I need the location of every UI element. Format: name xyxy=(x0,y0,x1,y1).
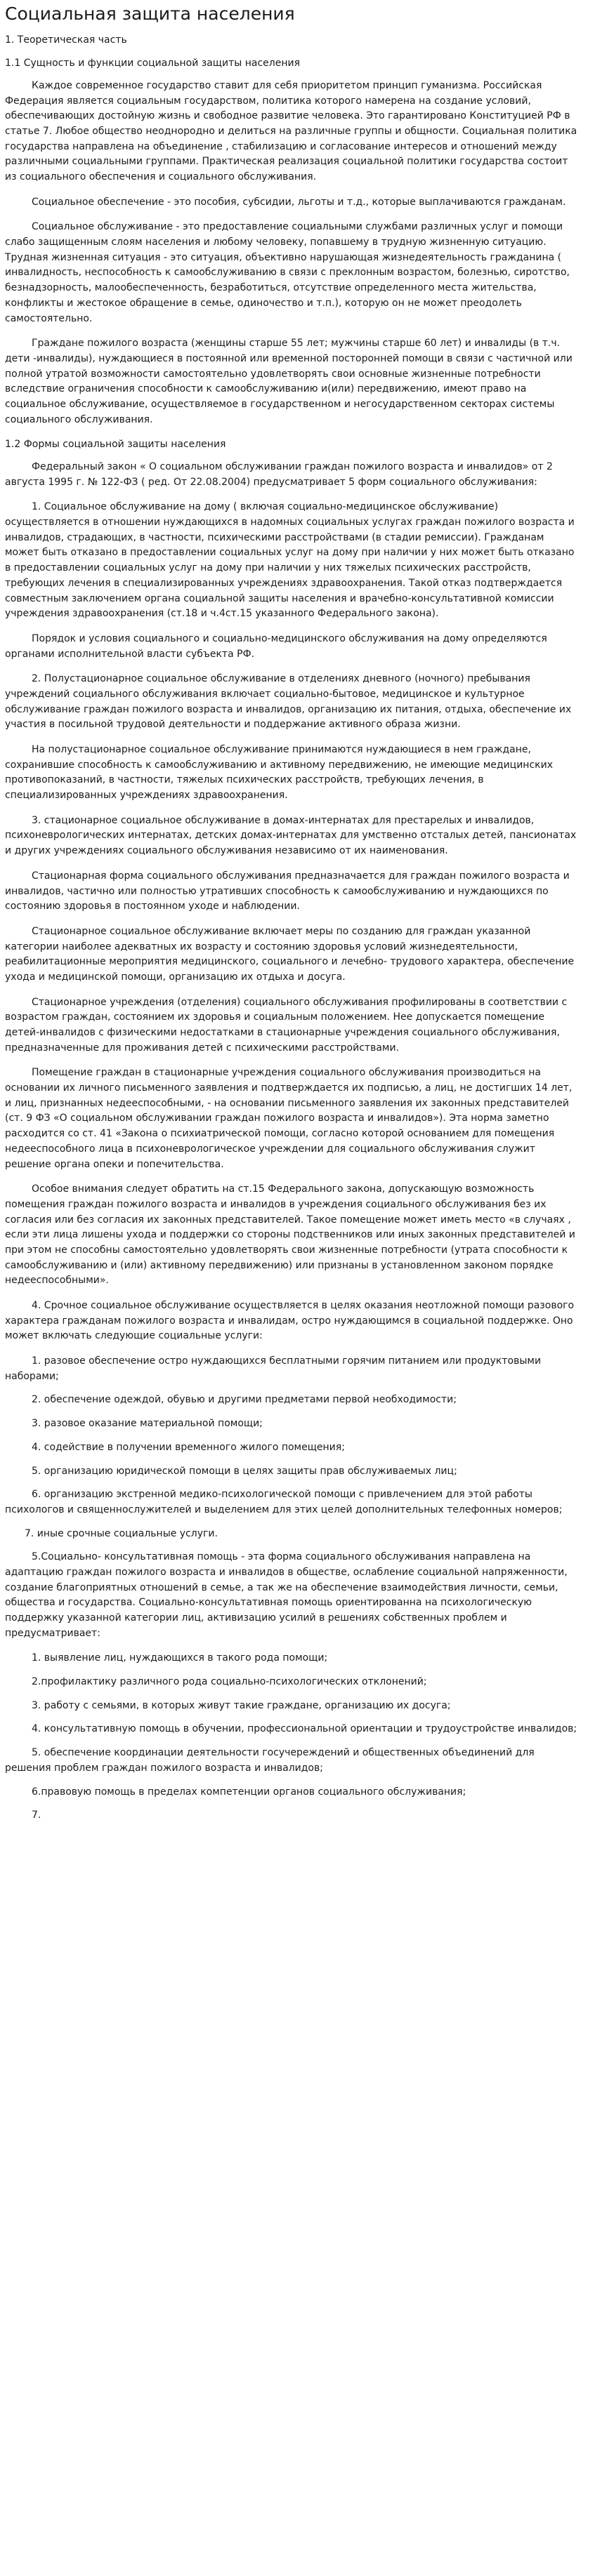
paragraph: Социальное обслуживание - это предоставление социальными службами различных услуг и помощи слабо защищенным слоям населения и любому человеку, попавшему в трудную жизненную ситуацию. Трудная жизненная ситуация - это ситуация, объективно нарушающая жизнедеятельность гражданина ( инвалидность, неспособность к самообслуживанию в связи с преклонным возрастом, болезнью, сиротство, безнадзорность, малообеспеченность, безработиться, отсутствие определенного места жительства, конфликты и жестокое обращение в семье, одиночество и т.п.), которую он не может преодолеть самостоятельно. xyxy=(5,221,570,324)
paragraph: 5.Социально- консультативная помощь - эта форма социального обслуживания направлена на адаптацию граждан пожилого возраста и инвалидов в обществе, ослабление социальной напряженности, создание благоприятных отношений в семье, а так же на обеспечение взаимодействия личности, семьи, общества и государства. Социально-консультативная помощь ориентированна на психологическую поддержку указанной категории лиц, активизацию усилий в решениях собственных проблем и предусматривает: xyxy=(5,1551,568,1639)
paragraph: 1. Социальное обслуживание на дому ( включая социально-медицинское обслуживание) осуществляется в отношении нуждающихся в надомных социальных услугах граждан пожилого возраста и инвалидов, страдающих, в частности, психическими расстройствами (в стадии ремиссии). Гражданам может быть отказано в предоставлении социальных услуг на дому при наличии у них может быть отказано в предоставлении социальных услуг на дому при наличии у них тяжелых психических расстройств, требующих лечения в специализированных учреждениях здравоохранения. Такой отказ подтверждается совместным заключением органа социальной защиты населения и врачебно-консультативной комиссии учреждения здравоохранения (ст.18 и ч.4ст.15 указанного Федерального закона). xyxy=(5,501,575,620)
section-heading-1-2: 1.2 Формы социальной защиты населения xyxy=(5,439,226,451)
list-item: 1. выявление лиц, нуждающихся в такого рода помощи; xyxy=(32,1652,328,1664)
paragraph: Стационарная форма социального обслуживания предназначается для граждан пожилого возраста и инвалидов, частично или полностью утративших способность к самообслуживанию и нуждающихся по состоянию здоровья в постоянном уходе и наблюдении. xyxy=(5,870,570,912)
list-item: 3. работу с семьями, в которых живут такие граждане, организацию их досуга; xyxy=(32,1699,451,1711)
list-item: 3. разовое оказание материальной помощи; xyxy=(32,1418,263,1430)
paragraph: Федеральный закон « О социальном обслуживании граждан пожилого возраста и инвалидов» от 2 августа 1995 г. № 122-ФЗ ( ред. От 22.08.2004) предусматривает 5 форм социального обслуживания: xyxy=(5,461,553,488)
paragraph: 2. Полустационарное социальное обслуживание в отделениях дневного (ночного) пребывания учреждений социального обслуживания включает социально-бытовое, медицинское и культурное обслуживание граждан пожилого возраста и инвалидов, организацию их питания, отдыха, обеспечение их участия в посильной трудовой деятельности и поддержание активного образа жизни. xyxy=(5,673,572,731)
list-item: 4. консультативную помощь в обучении, профессиональной ориентации и трудоустройстве инвалидов; xyxy=(32,1723,577,1735)
list-item: 6. организацию экстренной медико-психологической помощи с привлечением для этой работы психологов и священнослужителей и выделением для этих целей дополнительных телефонных номеров; xyxy=(5,1489,563,1515)
list-item: 2.профилактику различного рода социально-психологических отклонений; xyxy=(32,1676,427,1688)
document-page xyxy=(0,3,585,1846)
paragraph: Стационарное социальное обслуживание включает меры по созданию для граждан указанной категории наиболее адекватных их возрасту и состоянию здоровья условий жизнедеятельности, реабилитационные мероприятия медицинского, социального и лечебно- трудового характера, обеспечение ухода и медицинской помощи, организацию их отдыха и досуга. xyxy=(5,925,575,983)
list-item: 5. организацию юридической помощи в целях защиты прав обслуживаемых лиц; xyxy=(32,1465,457,1477)
list-item: 4. содействие в получении временного жилого помещения; xyxy=(32,1441,345,1453)
paragraph: Каждое современное государство ставит для себя приоритетом принцип гуманизма. Российская Федерация является социальным государством, политика которого намерена на создание условий, обеспечивающих достойную жизнь и свободное развитие человека. Это гарантировано Конституцией РФ в статье 7. Любое общество неоднородно и делиться на различные группы и общности. Социальная политика государства направлена на объединение , стабилизацию и согласование интересов и отношений между различными социальными группами. Практическая реализация социальной политики государства состоит из социального обеспечения и социального обслуживания. xyxy=(5,79,577,182)
document-title: Социальная защита населения xyxy=(5,4,295,24)
paragraph: 4. Срочное социальное обслуживание осуществляется в целях оказания неотложной помощи разового характера гражданам пожилого возраста и инвалидам, остро нуждающимся в социальной поддержке. Оно может включать следующие социальные услуги: xyxy=(5,1300,575,1342)
paragraph: 3. стационарное социальное обслуживание в домах-интернатах для престарелых и инвалидов, психоневрологических интернатах, детских домах-интернатах для умственно отсталых детей, пансионатах и других учреждениях социального обслуживания независимо от их наименования. xyxy=(5,814,577,857)
paragraph: Особое внимания следует обратить на ст.15 Федерального закона, допускающую возможность помещения граждан пожилого возраста и инвалидов в учреждения социального обслуживания без их согласия или без согласия их законных представителей. Такое помещение может иметь место «в случаях , если эти лица лишены ухода и поддержки со стороны подственников или иных законных представителей и при этом не способны самостоятельно удовлетворять свои жизненные потребности (утрата способности к самообслуживанию и (или) активному передвижению) или признаны в установленном законом порядке недееспособными». xyxy=(5,1183,575,1287)
paragraph: Помещение граждан в стационарные учреждения социального обслуживания производиться на основании их личного письменного заявления и подтверждается их подписью, а лиц, не достигших 14 лет, и лиц, признанных недееспособными, - на основании письменного заявления их законных представителей (ст. 9 ФЗ «О социальном обслуживании граждан пожилого возраста и инвалидов»). Эта норма заметно расходится со ст. 41 «Закона о психиатрической помощи, согласно которой основанием для помещения недееспособного лица в психоневрологическое учреждении для социального обслуживания служит решение органа опеки и попечительства. xyxy=(5,1067,573,1170)
list-item: 2. обеспечение одеждой, обувью и другими предметами первой необходимости; xyxy=(32,1394,457,1406)
paragraph: Граждане пожилого возраста (женщины старше 55 лет; мужчины старше 60 лет) и инвалиды (в т.ч. дети -инвалиды), нуждающиеся в постоянной или временной посторонней помощи в связи с частичной или полной утратой возможности самостоятельно удовлетворять свои основные жизненные потребности вследствие ограничения способности к самообслуживанию и(или) передвижению, имеют право на социальное обслуживание, осуществляемое в государственном и негосударственном секторах системы социального обслуживания. xyxy=(5,338,573,425)
list-item: 1. разовое обеспечение остро нуждающихся бесплатными горячим питанием или продуктовыми наборами; xyxy=(5,1355,542,1382)
list-item: 5. обеспечение координации деятельности госучереждений и общественных объединений для решения проблем граждан пожилого возраста и инвалидов; xyxy=(5,1747,535,1774)
paragraph: На полустационарное социальное обслуживание принимаются нуждающиеся в нем граждане, сохранившие способность к самообслуживанию и активному передвижению, не имеющие медицинских противопоказаний, в частности, тяжелых психических расстройств, требующих лечения, в специализированных учреждениях здравоохранения. xyxy=(5,744,554,802)
paragraph: Стационарное учреждения (отделения) социального обслуживания профилированы в соответствии с возрастом граждан, состоянием их здоровья и социальным положением. Нее допускается помещение детей-инвалидов с физическими недостатками в стационарные учреждения социального обслуживания, предназначенные для проживания детей с психическими расстройствами. xyxy=(5,996,568,1054)
part-heading: 1. Теоретическая часть xyxy=(5,34,127,46)
list-item: 7. xyxy=(32,1810,41,1821)
paragraph: Социальное обеспечение - это пособия, субсидии, льготы и т.д., которые выплачиваются гражданам. xyxy=(32,196,566,208)
paragraph: Порядок и условия социального и социально-медицинского обслуживания на дому определяются органами исполнительной власти субъекта РФ. xyxy=(5,632,547,660)
list-item: 6.правовую помощь в пределах компетенции органов социального обслуживания; xyxy=(32,1786,466,1798)
section-heading-1-1: 1.1 Сущность и функции социальной защиты населения xyxy=(5,58,301,69)
list-item: 7. иные срочные социальные услуги. xyxy=(25,1527,218,1539)
